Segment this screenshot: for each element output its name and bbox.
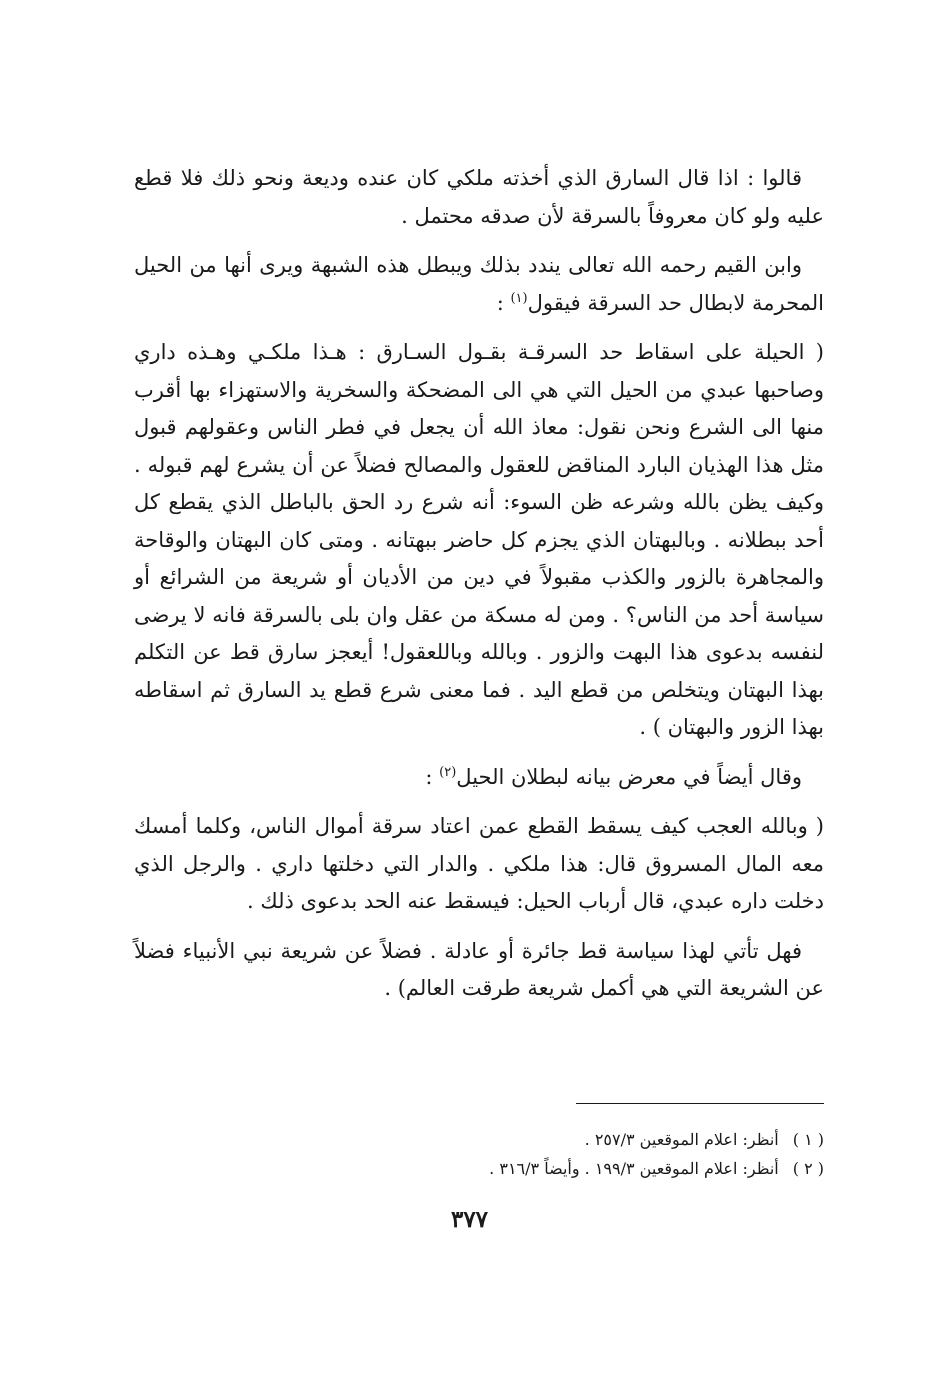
paragraph-5-quote [134,808,824,921]
footnote-ref-2[interactable]: (٢) [439,764,457,780]
paragraph-1 [134,160,824,235]
footnote-2 [324,1154,824,1183]
page-body [134,160,824,1020]
footnote-2-number: ( ٢ ) [792,1159,824,1178]
page-number: ٣٧٧ [450,1206,489,1233]
paragraph-6 [134,933,824,1008]
paragraph-3-quote [134,334,824,747]
footnote-1 [324,1125,824,1154]
paragraph-4-colon: : [425,764,433,789]
footnote-1-number: ( ١ ) [792,1130,824,1149]
footnote-ref-1[interactable]: (١) [510,290,528,306]
paragraph-4-text: وقال أيضاً في معرض بيانه لبطلان الحيل [456,764,802,789]
paragraph-1-text: قالوا : اذا قال السارق الذي أخذته ملكي كان عنده وديعة ونحو ذلك فلا قطع عليه ولو كان معروفاً بالسرقة لأن صدقه محتمل . [134,166,824,228]
paragraph-5-text: ( وبالله العجب كيف يسقط القطع عمن اعتاد سرقة أموال الناس، وكلما أمسك معه المال المسروق قال: هذا ملكي . والدار التي دخلتها داري . والرجل الذي دخلت داره عبدي، قال أرباب الحيل: فيسقط عنه الحد بدعوى ذلك . [134,814,824,913]
paragraph-6-text: فهل تأتي لهذا سياسة قط جائرة أو عادلة . فضلاً عن شريعة نبي الأنبياء فضلاً عن الشريعة التي هي أكمل شريعة طرقت العالم) . [134,938,824,1000]
paragraph-2-text: وابن القيم رحمه الله تعالى يندد بذلك ويبطل هذه الشبهة ويرى أنها من الحيل المحرمة لابطال حد السرقة فيقول [134,253,824,315]
paragraph-3-text: ( الحيلة على اسقاط حد السرقـة بقـول السـارق : هـذا ملكـي وهـذه داري وصاحبها عبدي من الحيل التي هي الى المضحكة والسخرية والاستهزاء بها أقرب منها الى الشرع ونحن نقول: معاذ الله أن يجعل في فطر الناس وعقولهم قبول مثل هذا الهذيان البارد المناقض للعقول والمصالح فضلاً عن أن يشرع لهم قبوله . وكيف يظن بالله وشرعه ظن السوء: أنه شرع رد الحق بالباطل الذي يقطع كل أحد ببطلانه . وبالبهتان الذي يجزم كل حاضر ببهتانه . ومتى كان البهتان والوقاحة والمجاهرة بالزور والكذب مقبولاً في دين من الأديان أو شريعة من الشرائع أو سياسة أحد من الناس؟ . ومن له مسكة من عقل وان بلى بالسرقة فانه لا يرضى لنفسه بدعوى هذا البهت والزور . وبالله وباللعقول! أيعجز سارق قط عن التكلم بهذا البهتان ويتخلص من قطع اليد . فما معنى شرع قطع يد السارق ثم اسقاطه بهذا الزور والبهتان ) . [134,340,824,739]
paragraph-2-colon: : [496,290,504,315]
footnote-divider [576,1103,824,1104]
footnote-2-text: أنظر: اعلام الموقعين ١٩٩/٣ . وأيضاً ٣١٦/٣ . [489,1159,779,1178]
paragraph-4 [134,759,824,797]
footnotes [324,1125,824,1183]
footnote-1-text: أنظر: اعلام الموقعين ٢٥٧/٣ . [584,1130,779,1149]
paragraph-2 [134,247,824,322]
